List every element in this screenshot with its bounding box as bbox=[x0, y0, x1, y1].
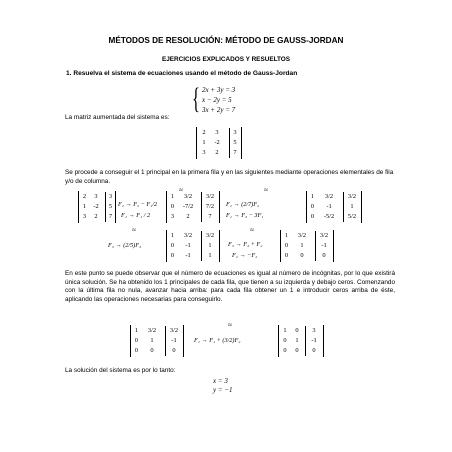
matrix-step-1 bbox=[78, 191, 116, 223]
matrix-cell: 3 bbox=[170, 213, 175, 220]
solution-x: x = 3 bbox=[213, 377, 228, 385]
page-subtitle: EJERCICIOS EXPLICADOS Y RESUELTOS bbox=[161, 56, 291, 63]
matrix-cell: -1 bbox=[171, 337, 177, 344]
row-operation: F₃ → (2/5)F₃ bbox=[108, 242, 142, 249]
matrix-cell: 0 bbox=[295, 347, 299, 354]
matrix-cell: 3/2 bbox=[183, 193, 193, 200]
solution-y: y = −1 bbox=[213, 386, 233, 394]
matrix-cell: 1 bbox=[295, 337, 299, 344]
matrix-cell: 0 bbox=[170, 242, 175, 249]
matrix-cell: 1 bbox=[134, 327, 139, 334]
matrix-cell: 0 bbox=[134, 337, 139, 344]
matrix-cell: 3/2 bbox=[169, 327, 179, 334]
matrix-cell: 5/2 bbox=[347, 213, 357, 220]
matrix-cell: 1 bbox=[310, 193, 315, 200]
matrix-cell: 0 bbox=[300, 252, 304, 259]
equivalence-symbol: ≈ bbox=[264, 186, 268, 194]
matrix-cell: 0 bbox=[283, 347, 287, 354]
equation-list bbox=[202, 85, 235, 115]
equation-2: x − 2y = 5 bbox=[202, 96, 232, 104]
augmented-matrix-text: La matriz aumentada del sistema es: bbox=[65, 114, 170, 121]
matrix-cell: 2 bbox=[202, 129, 206, 136]
matrix-cell: 3 bbox=[94, 193, 98, 200]
matrix-cell: 5 bbox=[108, 203, 113, 210]
matrix-cell: 7 bbox=[233, 149, 237, 156]
observation-text: En este punto se puede observar que el número de ecuaciones es igual al número de incógnitas, por lo que existirá única solución. Se ha obtenido los 1 principales de cada fila, que tienen a su izquierda y debajo ceros. Comenzando con la última fila no nula, avanzar hacia arriba: para cada fila obtener un 1 e introducir ceros arriba de éste, aplicando las operaciones necesarias para conseguirlo. bbox=[65, 270, 395, 303]
matrix-cell: 0 bbox=[284, 242, 289, 249]
matrix-cell: -2 bbox=[93, 203, 99, 210]
row-operation: F₂ → F₂ − F₁/2 bbox=[118, 201, 158, 208]
matrix-cell: 0 bbox=[284, 252, 289, 259]
row-operation: F₁ → F₁ / 2 bbox=[121, 212, 151, 219]
row-operation: F₂ → (2/7)F₂ bbox=[226, 201, 260, 208]
matrix-cell: 3/2 bbox=[147, 327, 157, 334]
row-operation: F₂ → −F₂ bbox=[232, 252, 258, 259]
problem-statement: 1. Resuelva el sistema de ecuaciones usando el método de Gauss-Jordan bbox=[66, 70, 298, 77]
equivalence-symbol: ≈ bbox=[179, 186, 183, 194]
equivalence-symbol: ≈ bbox=[250, 226, 254, 234]
matrix-cell: 1 bbox=[208, 242, 212, 249]
matrix-cell: 0 bbox=[170, 252, 175, 259]
matrix-cell: 0 bbox=[322, 252, 326, 259]
matrix-cell: 0 bbox=[295, 327, 299, 334]
matrix-cell: -5/2 bbox=[323, 213, 335, 220]
matrix-cell: 0 bbox=[283, 337, 287, 344]
matrix-step-6 bbox=[130, 325, 184, 357]
matrix-cell: 0 bbox=[134, 347, 139, 354]
augmented-matrix bbox=[196, 127, 242, 159]
matrix-cell: 1 bbox=[284, 232, 289, 239]
equation-3: 3x + 2y = 7 bbox=[202, 106, 236, 114]
matrix-cell: -1 bbox=[321, 242, 327, 249]
matrix-cell: 3/2 bbox=[324, 193, 334, 200]
matrix-cell: 1 bbox=[300, 242, 304, 249]
matrix-cell: 0 bbox=[312, 347, 316, 354]
matrix-cell: 0 bbox=[150, 347, 154, 354]
matrix-cell: 3 bbox=[312, 327, 316, 334]
matrix-cell: 7 bbox=[108, 213, 113, 220]
matrix-cell: 3/2 bbox=[347, 193, 357, 200]
matrix-cell: 7 bbox=[208, 213, 212, 220]
matrix-cell: 5 bbox=[233, 139, 237, 146]
matrix-cell: -1 bbox=[326, 203, 332, 210]
matrix-cell: 0 bbox=[310, 203, 315, 210]
matrix-cell: 2 bbox=[82, 193, 87, 200]
matrix-cell: -1 bbox=[185, 252, 191, 259]
matrix-cell: -7/2 bbox=[182, 203, 194, 210]
matrix-cell: 2 bbox=[186, 213, 190, 220]
row-operation: F₁ → F₁ + (3/2)F₂ bbox=[194, 337, 241, 344]
matrix-cell: 1 bbox=[208, 252, 212, 259]
procedure-text: Se procede a conseguir el 1 principal en la primera fila y en las siguientes mediante operaciones elementales de fila y/o de columna. bbox=[65, 169, 394, 185]
matrix-cell: 0 bbox=[310, 213, 315, 220]
matrix-cell: 3/2 bbox=[297, 232, 307, 239]
matrix-cell: 1 bbox=[170, 193, 175, 200]
matrix-step-5 bbox=[280, 230, 334, 262]
matrix-step-4 bbox=[166, 230, 220, 262]
matrix-cell: 3/2 bbox=[319, 232, 329, 239]
matrix-cell: 1 bbox=[82, 203, 87, 210]
matrix-cell: 3/2 bbox=[205, 232, 215, 239]
row-operation: F₃ → F₃ + F₂ bbox=[228, 241, 263, 248]
matrix-cell: 1 bbox=[283, 327, 287, 334]
matrix-cell: 3/2 bbox=[205, 193, 215, 200]
matrix-cell: 3 bbox=[82, 213, 87, 220]
page-title: MÉTODOS DE RESOLUCIÓN: MÉTODO DE GAUSS-JORDAN bbox=[108, 36, 344, 45]
matrix-final bbox=[278, 325, 324, 357]
matrix-step-3 bbox=[306, 191, 362, 223]
matrix-cell: 3 bbox=[233, 129, 237, 136]
matrix-cell: 1 bbox=[150, 337, 154, 344]
matrix-cell: 3 bbox=[215, 129, 219, 136]
equivalence-symbol: ≈ bbox=[228, 321, 232, 329]
matrix-cell: 3 bbox=[202, 149, 206, 156]
matrix-cell: 1 bbox=[170, 232, 175, 239]
matrix-cell: 2 bbox=[94, 213, 98, 220]
matrix-cell: 1 bbox=[350, 203, 354, 210]
equation-1: 2x + 3y = 3 bbox=[202, 86, 236, 94]
matrix-cell: 0 bbox=[172, 347, 176, 354]
matrix-cell: -2 bbox=[214, 139, 220, 146]
matrix-cell: -1 bbox=[185, 242, 191, 249]
matrix-cell: 1 bbox=[202, 139, 206, 146]
matrix-step-2 bbox=[166, 191, 220, 223]
solution-text: La solución del sistema es por lo tanto: bbox=[65, 367, 176, 374]
equivalence-symbol: ≈ bbox=[132, 226, 136, 234]
matrix-cell: -1 bbox=[311, 337, 317, 344]
matrix-cell: 3 bbox=[108, 193, 113, 200]
left-brace: { bbox=[192, 82, 200, 115]
augment-bar bbox=[305, 326, 306, 356]
matrix-cell: 3/2 bbox=[183, 232, 193, 239]
matrix-cell: 0 bbox=[170, 203, 175, 210]
matrix-cell: 2 bbox=[215, 149, 219, 156]
matrix-cell: 7/2 bbox=[205, 203, 215, 210]
row-operation: F₁ → F₃ − 3F₁ bbox=[226, 212, 264, 219]
